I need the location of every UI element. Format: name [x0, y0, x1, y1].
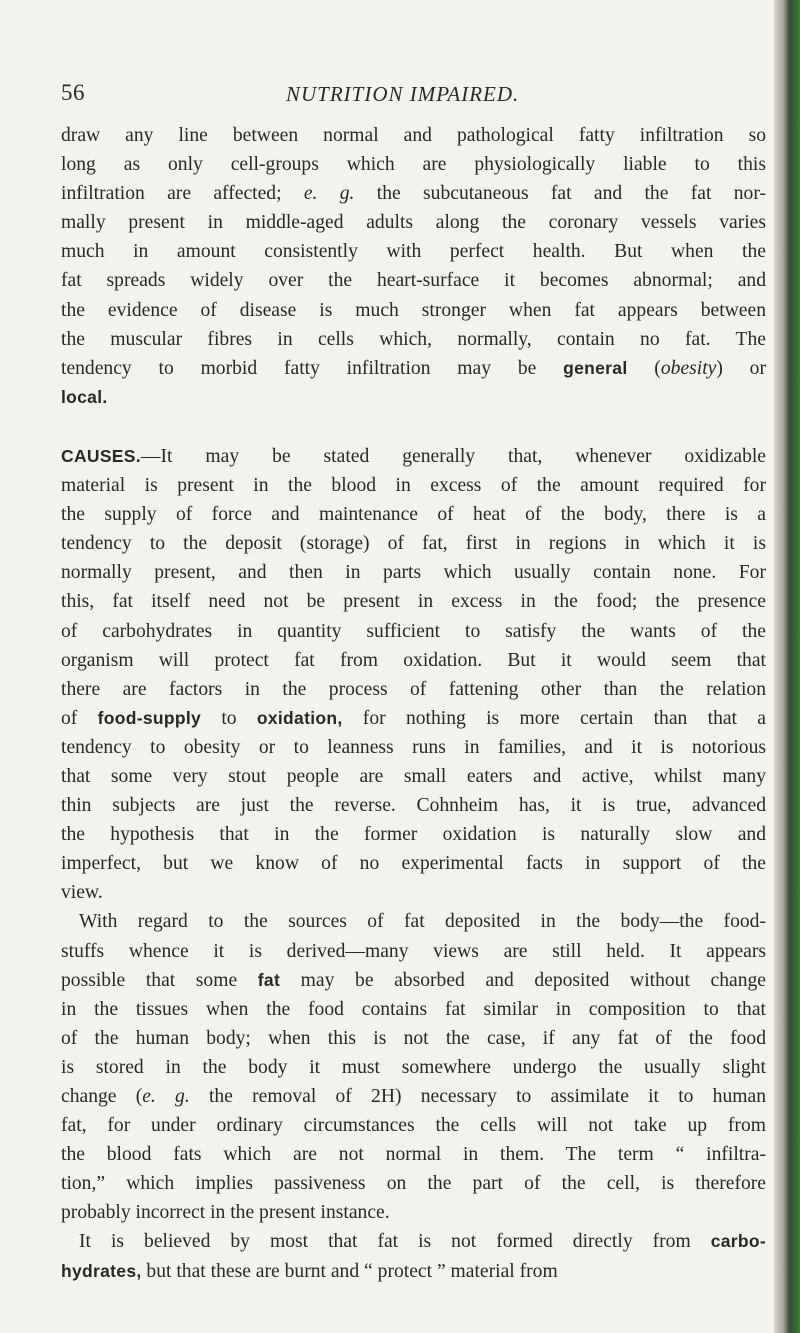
text-run: (	[627, 357, 661, 379]
italic-text: e. g.	[303, 183, 355, 205]
text-run: much in amount consistently with perfect health. But when the	[61, 241, 766, 263]
text-line	[61, 237, 766, 266]
text-line	[61, 121, 766, 150]
page-edge	[774, 0, 800, 1333]
text-run: possible that some	[61, 969, 258, 991]
text-run: may be absorbed and deposited without change	[280, 969, 766, 991]
text-run: the subcutaneous fat and the fat nor-	[354, 183, 766, 205]
text-run: long as only cell-groups which are physiologically liable to this	[61, 154, 766, 176]
text-line	[61, 1140, 766, 1169]
text-run: the muscular fibres in cells which, normally, contain no fat. The	[61, 328, 766, 350]
body-text	[61, 121, 766, 1286]
text-run: of carbohydrates in quantity sufficient to satisfy the wants of the	[61, 620, 766, 642]
text-line	[61, 937, 766, 966]
text-run: the supply of force and maintenance of heat of the body, there is a	[61, 504, 766, 526]
page-number: 56	[61, 80, 85, 105]
text-line	[61, 617, 766, 646]
text-line	[61, 1169, 766, 1198]
text-run: probably incorrect in the present instance.	[61, 1202, 390, 1224]
text-run: is stored in the body it must somewhere undergo the usually slight	[61, 1056, 766, 1078]
text-line	[61, 849, 766, 878]
text-run: ) or	[716, 357, 766, 379]
text-line	[61, 354, 766, 383]
text-line	[61, 646, 766, 675]
text-line	[61, 733, 766, 762]
text-run: thin subjects are just the reverse. Cohnheim has, it is true, advanced	[61, 795, 766, 817]
bold-term: hydrates,	[61, 1260, 142, 1281]
text-line	[61, 325, 766, 354]
text-run: With regard to the sources of fat deposited in the body—the food-	[79, 911, 766, 933]
running-head: NUTRITION IMPAIRED.	[286, 82, 520, 106]
text-line	[61, 587, 766, 616]
bold-term: CAUSES.	[61, 445, 141, 466]
text-run: for nothing is more certain than that a	[342, 707, 766, 729]
text-line	[61, 529, 766, 558]
text-line	[61, 704, 766, 733]
text-run: draw any line between normal and pathological fatty infiltration so	[61, 125, 766, 146]
text-line	[61, 471, 766, 500]
text-run: to	[201, 707, 257, 729]
bold-term: local.	[61, 386, 108, 407]
bold-term: carbo-	[710, 1231, 766, 1252]
text-run: infiltration are affected;	[61, 183, 304, 205]
text-run: the blood fats which are not normal in them. The term “ infiltra-	[61, 1144, 766, 1166]
text-run: there are factors in the process of fattening other than the relation	[61, 678, 766, 700]
text-run: tendency to obesity or to leanness runs in families, and it is notorious	[61, 736, 766, 758]
text-run: material is present in the blood in excess of the amount required for	[61, 475, 766, 497]
text-run: that some very stout people are small eaters and active, whilst many	[61, 765, 766, 787]
text-run: in the tissues when the food contains fat similar in composition to that	[61, 998, 766, 1020]
text-line	[61, 1082, 766, 1111]
italic-text: obesity	[660, 357, 717, 379]
text-run: but that these are burnt and “ protect ” material from	[141, 1260, 558, 1282]
text-run: the evidence of disease is much stronger when fat appears between	[61, 299, 766, 321]
text-line	[61, 791, 766, 820]
text-run: —It may be stated generally that, whenever oxidizable	[140, 445, 766, 467]
text-run: It is believed by most that fat is not formed directly from	[79, 1231, 711, 1253]
text-run: tendency to the deposit (storage) of fat, first in regions in which it is	[61, 533, 766, 555]
text-run: of the human body; when this is not the case, if any fat of the food	[61, 1027, 766, 1049]
text-run: this, fat itself need not be present in excess in the food; the presence	[61, 591, 766, 613]
text-line	[61, 179, 766, 208]
page-header	[0, 80, 800, 110]
text-line	[61, 907, 766, 936]
text-run: fat spreads widely over the heart-surface it becomes abnormal; and	[61, 270, 766, 292]
text-line	[61, 208, 766, 237]
text-run: tion,” which implies passiveness on the part of the cell, is therefore	[61, 1173, 766, 1195]
text-run: stuffs whence it is derived—many views are still held. It appears	[61, 940, 766, 962]
bold-term: food-supply	[97, 707, 202, 728]
bold-term: fat	[257, 969, 281, 990]
text-run: the hypothesis that in the former oxidation is naturally slow and	[61, 824, 766, 846]
bold-term: oxidation,	[256, 707, 343, 728]
text-run: imperfect, but we know of no experimental facts in support of the	[61, 853, 766, 875]
text-run: fat, for under ordinary circumstances the cells will not take up from	[61, 1115, 766, 1137]
text-line	[61, 820, 766, 849]
text-line	[61, 675, 766, 704]
text-run: view.	[61, 882, 103, 904]
text-run: change (	[61, 1086, 143, 1107]
text-line	[61, 500, 766, 529]
text-run: tendency to morbid fatty infiltration may be	[61, 357, 564, 379]
text-line	[61, 1053, 766, 1082]
bold-term: general	[563, 357, 628, 378]
text-line	[61, 412, 766, 442]
text-line	[61, 878, 766, 907]
text-line	[61, 995, 766, 1024]
text-line	[61, 383, 766, 412]
text-run: of	[61, 707, 98, 729]
text-line	[61, 558, 766, 587]
text-line	[61, 762, 766, 791]
text-run: mally present in middle-aged adults along the coronary vessels varies	[61, 212, 766, 234]
text-line	[61, 296, 766, 325]
text-line	[61, 1024, 766, 1053]
text-line	[61, 1257, 766, 1286]
text-run: normally present, and then in parts which usually contain none. For	[61, 562, 766, 584]
text-run: the removal of 2H) necessary to assimilate it to human	[189, 1086, 766, 1107]
text-line	[61, 150, 766, 179]
text-line	[61, 266, 766, 295]
text-run: organism will protect fat from oxidation. But it would seem that	[61, 649, 766, 671]
text-line	[61, 1227, 766, 1256]
italic-text: e. g.	[142, 1086, 190, 1107]
text-line	[61, 1198, 766, 1227]
text-line	[61, 442, 766, 471]
text-line	[61, 966, 766, 995]
text-line	[61, 1111, 766, 1140]
